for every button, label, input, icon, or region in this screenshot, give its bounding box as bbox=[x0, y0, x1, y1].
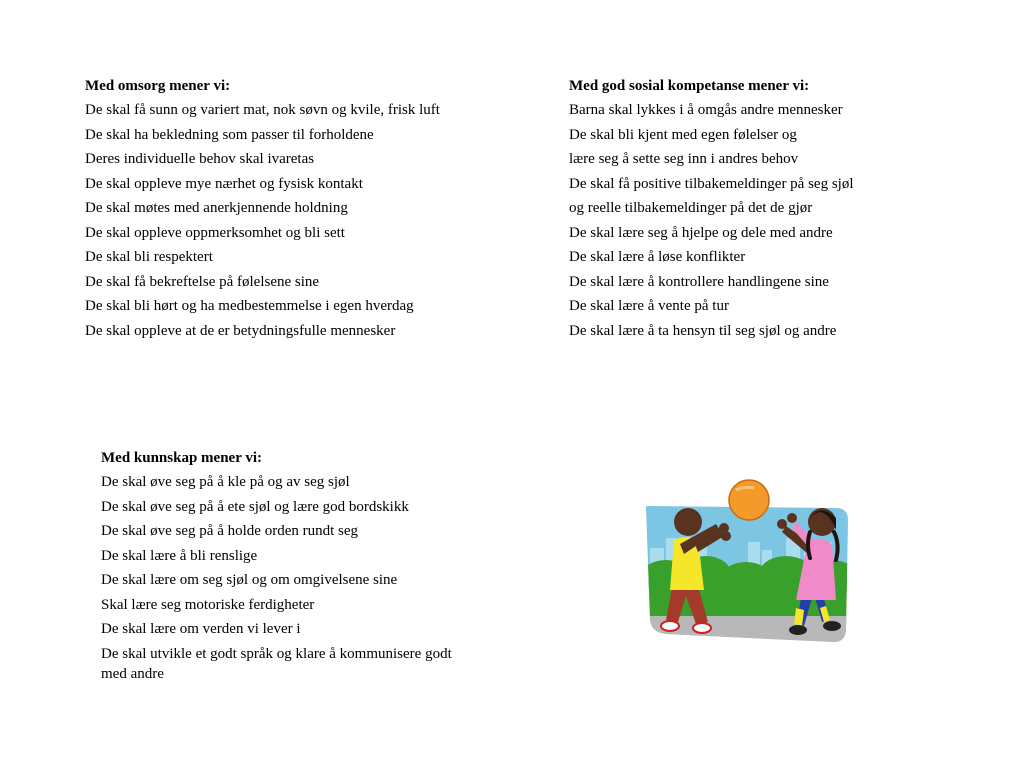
sosial-kompetanse-item: De skal lære å kontrollere handlingene sine bbox=[569, 273, 829, 290]
omsorg-item: De skal møtes med anerkjennende holdning bbox=[85, 200, 348, 216]
sosial-kompetanse-heading: Med god sosial kompetanse mener vi: bbox=[569, 78, 810, 94]
omsorg-section bbox=[85, 76, 470, 345]
sosial-kompetanse-item: Barna skal lykkes i å omgås andre mennesker bbox=[569, 102, 843, 118]
kunnskap-section bbox=[101, 448, 481, 688]
sosial-kompetanse-item: lære seg å sette seg inn i andres behov bbox=[569, 151, 799, 167]
sosial-kompetanse-item: De skal bli kjent med egen følelser og bbox=[569, 126, 797, 143]
omsorg-item: De skal oppleve oppmerksomhet og bli sett bbox=[85, 224, 345, 241]
kunnskap-item: De skal lære om seg sjøl og om omgivelsene sine bbox=[101, 572, 398, 588]
kunnskap-item: De skal øve seg på å ete sjøl og lære god bordskikk bbox=[101, 498, 409, 515]
omsorg-item: De skal oppleve at de er betydningsfulle mennesker bbox=[85, 322, 396, 339]
kunnskap-item: De skal lære om verden vi lever i bbox=[101, 621, 301, 637]
kunnskap-item: De skal utvikle et godt språk og klare å kommunisere godt med andre bbox=[101, 645, 452, 682]
sosial-kompetanse-item: De skal lære å vente på tur bbox=[569, 298, 729, 314]
omsorg-item: De skal få bekreftelse på følelsene sine bbox=[85, 273, 320, 290]
kunnskap-item: Skal lære seg motoriske ferdigheter bbox=[101, 596, 315, 613]
sosial-kompetanse-item: og reelle tilbakemeldinger på det de gjør bbox=[569, 200, 813, 216]
kunnskap-heading: Med kunnskap mener vi: bbox=[101, 450, 263, 466]
sosial-kompetanse-section bbox=[569, 76, 989, 345]
omsorg-item: De skal bli respektert bbox=[85, 249, 213, 265]
omsorg-item: De skal ha bekledning som passer til forholdene bbox=[85, 126, 374, 143]
omsorg-item: De skal få sunn og variert mat, nok søvn og kvile, frisk luft bbox=[85, 102, 440, 118]
sosial-kompetanse-item: De skal få positive tilbakemeldinger på seg sjøl bbox=[569, 175, 854, 192]
omsorg-item: Deres individuelle behov skal ivaretas bbox=[85, 151, 315, 167]
sosial-kompetanse-item: De skal lære seg å hjelpe og dele med andre bbox=[569, 224, 833, 241]
kunnskap-item: De skal øve seg på å kle på og av seg sjøl bbox=[101, 474, 350, 490]
omsorg-heading: Med omsorg mener vi: bbox=[85, 78, 231, 94]
children-playing-ball-icon bbox=[636, 478, 856, 648]
kunnskap-item: De skal lære å bli renslige bbox=[101, 547, 258, 564]
sosial-kompetanse-item: De skal lære å ta hensyn til seg sjøl og andre bbox=[569, 322, 837, 339]
omsorg-item: De skal bli hørt og ha medbestemmelse i egen hverdag bbox=[85, 298, 414, 314]
omsorg-item: De skal oppleve mye nærhet og fysisk kontakt bbox=[85, 175, 363, 192]
kunnskap-item: De skal øve seg på å holde orden rundt seg bbox=[101, 523, 359, 539]
sosial-kompetanse-item: De skal lære å løse konflikter bbox=[569, 249, 746, 265]
